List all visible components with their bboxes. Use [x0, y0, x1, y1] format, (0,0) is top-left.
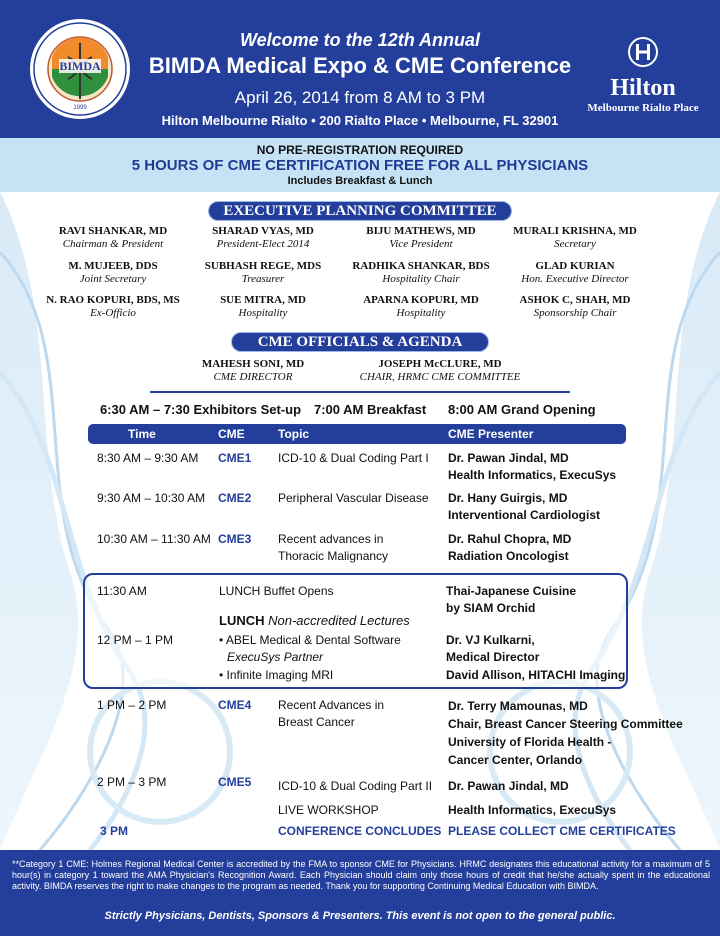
committee-member: N. RAO KOPURI, BDS, MS Ex-Officio — [46, 294, 180, 319]
hilton-brand: Hilton — [610, 75, 676, 101]
event-date: April 26, 2014 from 8 AM to 3 PM — [234, 88, 486, 107]
svg-text:BIMDA: BIMDA — [59, 59, 101, 73]
committee-member: GLAD KURIAN Hon. Executive Director — [521, 260, 629, 285]
table-row: 8:30 AM – 9:30 AM CME1 ICD-10 & Dual Coding Part I Dr. Pawan Jindal, MD Health Informatics, ExecuSys — [97, 451, 617, 482]
committee-member: RADHIKA SHANKAR, BDS Hospitality Chair — [352, 260, 490, 285]
bimda-logo-seal — [28, 17, 132, 121]
table-row: 1 PM – 2 PM CME4 Recent Advances in Breast Cancer Dr. Terry Mamounas, MD Chair, Breast Cancer Steering Committee University of Florida Health - Cancer Center, Orlando — [97, 698, 683, 767]
table-row: 9:30 AM – 10:30 AM CME2 Peripheral Vascular Disease Dr. Hany Guirgis, MD Interventional Cardiologist — [97, 491, 601, 522]
exhibitors-setup: 6:30 AM – 7:30 Exhibitors Set-up — [100, 402, 302, 417]
welcome-line: Welcome to the 12th Annual — [239, 30, 481, 50]
attendance-notice: Strictly Physicians, Dentists, Sponsors & Presenters. This event is not open to the general public. — [104, 910, 616, 922]
cme-banner — [0, 138, 720, 192]
committee-title: EXECUTIVE PLANNING COMMITTEE — [208, 201, 512, 221]
cme-hours-notice: 5 HOURS OF CME CERTIFICATION FREE FOR ALL PHYSICIANS — [131, 157, 589, 174]
event-title: BIMDA Medical Expo & CME Conference — [148, 53, 572, 78]
grand-opening: 8:00 AM Grand Opening — [448, 402, 596, 417]
committee-member: MURALI KRISHNA, MD Secretary — [513, 225, 637, 250]
col-topic: Topic — [278, 427, 310, 441]
table-row: 2 PM – 3 PM CME5 ICD-10 & Dual Coding Part II LIVE WORKSHOP Dr. Pawan Jindal, MD Health Informatics, ExecuSys — [97, 775, 617, 817]
no-registration-notice: NO PRE-REGISTRATION REQUIRED — [256, 143, 464, 157]
committee-member: SHARAD VYAS, MD President-Elect 2014 — [212, 225, 314, 250]
committee-member: M. MUJEEB, DDS Joint Secretary — [68, 260, 158, 285]
committee-member: APARNA KOPURI, MD Hospitality — [363, 294, 479, 319]
committee-member: ASHOK C, SHAH, MD Sponsorship Chair — [519, 294, 631, 319]
divider — [150, 391, 570, 393]
hilton-logo — [578, 36, 708, 114]
col-cme: CME — [218, 427, 245, 441]
breakfast-time: 7:00 AM Breakfast — [314, 402, 427, 417]
hrmc-chair: JOSEPH McCLURE, MD CHAIR, HRMC CME COMMITTEE — [359, 358, 521, 383]
cme-disclaimer: **Category 1 CME: Holmes Regional Medical Center is accredited by the FMA to sponsor CME for Physicians. HRMC designates this educational activity for a maximum of 5 hour(s) in category 1 toward the AMA Physician's Recognition Award. Each Physician should claim only those hours of credit that he/she actually spent in the educational activity. BIMDA reserves the right to make changes to the program as needed. Thank you for supporting Continuing Medical Education with BIMDA. — [12, 859, 710, 891]
hilton-place: Melbourne Rialto Place — [587, 102, 699, 114]
meals-notice: Includes Breakfast & Lunch — [287, 175, 433, 187]
svg-text:1999: 1999 — [73, 105, 87, 111]
col-presenter: CME Presenter — [448, 427, 534, 441]
committee-member: BIJU MATHEWS, MD Vice President — [366, 225, 476, 250]
agenda-table-header — [88, 424, 626, 444]
col-time: Time — [128, 427, 156, 441]
committee-member: RAVI SHANKAR, MD Chairman & President — [58, 225, 168, 250]
table-row: 10:30 AM – 11:30 AM CME3 Recent advances in Thoracic Malignancy Dr. Rahul Chopra, MD Radiation Oncologist — [97, 532, 572, 563]
cme-director: MAHESH SONI, MD CME DIRECTOR — [201, 358, 305, 383]
committee-member: SUBHASH REGE, MDS Treasurer — [204, 260, 322, 285]
event-address: Hilton Melbourne Rialto • 200 Rialto Place • Melbourne, FL 32901 — [161, 113, 559, 128]
committee-member: SUE MITRA, MD Hospitality — [220, 294, 306, 319]
hilton-emblem-icon — [627, 36, 659, 68]
header — [0, 0, 720, 138]
officials-title: CME OFFICIALS & AGENDA — [231, 332, 489, 352]
footer — [0, 850, 720, 936]
